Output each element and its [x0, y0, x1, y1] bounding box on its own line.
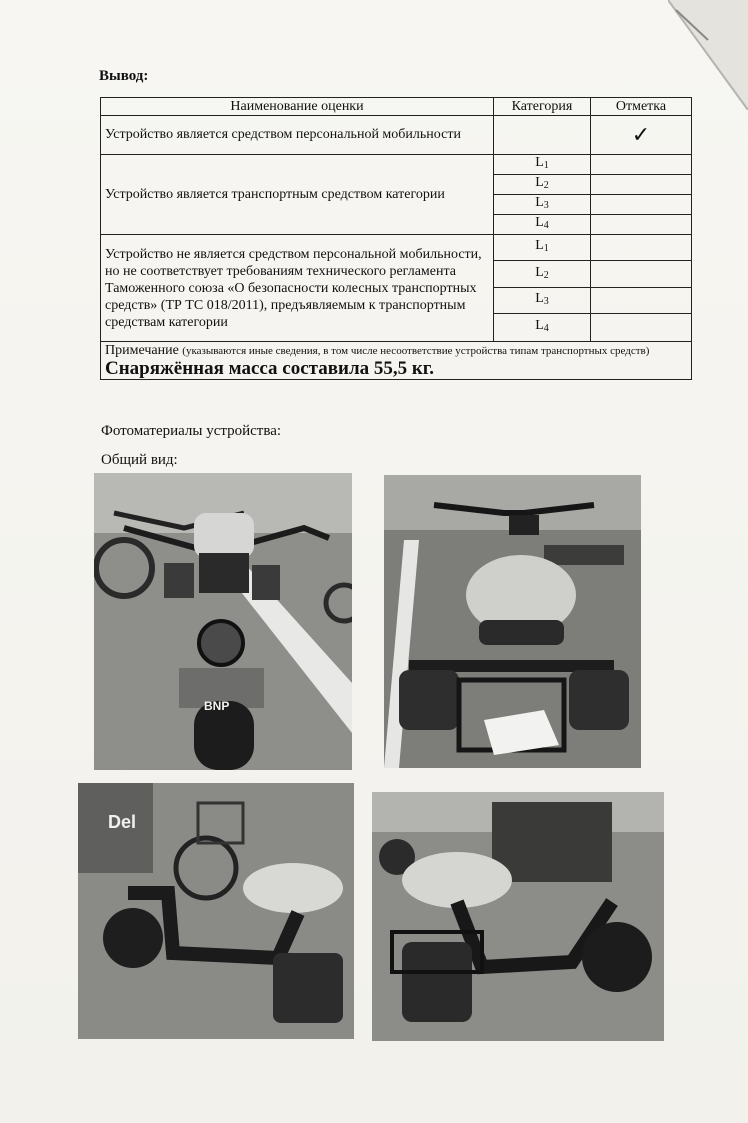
mark-cell: [591, 195, 692, 215]
mark-cell: [591, 235, 692, 261]
category-cell: $L_2$: [494, 175, 591, 195]
photo-side-view-left: [78, 783, 354, 1039]
row-vehicle-l1: [101, 155, 692, 175]
mark-cell: [591, 288, 692, 314]
header-assessment: Наименование оценки: [101, 98, 494, 116]
category-cell: $L_3$: [494, 288, 591, 314]
photo-side-view-right: [372, 792, 664, 1041]
row-noncompliant-text: Устройство не является средством персональной мобильности, но не соответствует требованиям технического регламента Таможенного союза «О безопасности колесных транспортных средств» (ТР ТС 018/2011), предъявляемым к транспортным средствам категории: [101, 235, 494, 342]
category-cell: $L_4$: [494, 215, 591, 235]
header-mark: Отметка: [591, 98, 692, 116]
row-vehicle-text: Устройство является транспортным средством категории: [101, 155, 494, 235]
license-plate-text: BNP: [204, 699, 230, 713]
mark-cell: [591, 261, 692, 288]
header-category: Категория: [494, 98, 591, 116]
store-sign-text: Del: [108, 812, 137, 832]
mark-cell: [591, 314, 692, 342]
table-header-row: [101, 98, 692, 116]
note-cell: [101, 342, 692, 380]
mark-cell: [591, 155, 692, 175]
category-cell: $L_2$: [494, 261, 591, 288]
photo-rear-view: [94, 473, 352, 770]
page-fold-corner: [668, 0, 748, 110]
category-cell: $L_1$: [494, 155, 591, 175]
row-pmm-text: Устройство является средством персональной мобильности: [101, 116, 494, 155]
note-hint: (указываются иные сведения, в том числе несоответствие устройства типам транспортных средств): [182, 345, 650, 357]
row-noncompliant-l1: [101, 235, 692, 261]
category-cell: $L_4$: [494, 314, 591, 342]
category-cell: $L_1$: [494, 235, 591, 261]
conclusion-heading: Вывод:: [99, 68, 149, 84]
row-pmm-category: [494, 116, 591, 155]
row-personal-mobility: [101, 116, 692, 155]
category-cell: $L_3$: [494, 195, 591, 215]
note-value: Снаряжённая масса составила 55,5 кг.: [105, 358, 435, 379]
note-label: Примечание: [105, 343, 179, 358]
general-view-label: Общий вид:: [101, 452, 178, 468]
check-mark-icon: ✓: [591, 116, 692, 155]
mark-cell: [591, 175, 692, 195]
assessment-table: [100, 97, 692, 380]
photo-front-view: [384, 475, 641, 768]
row-note: [101, 342, 692, 380]
photos-title: Фотоматериалы устройства:: [101, 423, 282, 439]
mark-cell: [591, 215, 692, 235]
